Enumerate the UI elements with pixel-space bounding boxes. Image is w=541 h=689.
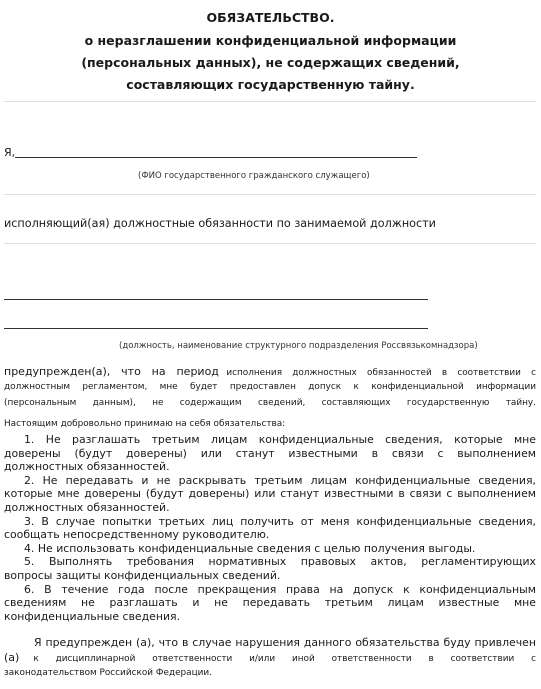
final-line-1: Я предупрежден (а), что в случае нарушения данного обязательства буду привлечен: [34, 636, 536, 649]
final-line-2-start: (а): [4, 651, 20, 664]
document-subtitle-line-3: составляющих государственную тайну.: [126, 77, 415, 92]
ya-label: Я,: [4, 146, 16, 159]
intro-line-2: должностным регламентом, мне будет предоставлен допуск к конфиденциальной информации: [4, 382, 536, 392]
section-divider: [4, 101, 536, 102]
accept-line: Настоящим добровольно принимаю на себя обязательства:: [4, 419, 286, 429]
position-fill-line-2: [4, 328, 428, 329]
document-subtitle-line-1: о неразглашении конфиденциальной информации: [84, 33, 457, 48]
document-subtitle-line-2: (персональных данных), не содержащих сведений,: [81, 55, 460, 70]
section-divider: [4, 243, 536, 244]
document-title: ОБЯЗАТЕЛЬСТВО.: [206, 10, 335, 25]
obligation-item-2: 2. Не передавать и не раскрывать третьим лицам конфиденциальные сведения, которые мне доверены (будут доверены) или станут известными в связи с выполнением должностных обязанностей.: [4, 473, 536, 514]
obligations-list: [4, 433, 536, 623]
final-line-2-end: к дисциплинарной ответственности и/или иной ответственности в соответствии с: [33, 654, 536, 664]
obligation-item-1: 1. Не разглашать третьим лицам конфиденциальные сведения, которые мне доверены (будут доверены) или станут известными в связи с выполнением должностных обязанностей.: [4, 433, 536, 474]
final-paragraph-cont: [4, 651, 536, 668]
intro-paragraph-cont: [4, 379, 536, 411]
obligation-item-5: 5. Выполнять требования нормативных правовых актов, регламентирующих вопросы защиты конфиденциальных сведений.: [4, 555, 536, 582]
intro-line-1-end: исполнения должностных обязанностей в соответствии с: [226, 368, 537, 378]
intro-line-1-start: предупрежден(а), что на период: [4, 365, 219, 378]
section-divider: [4, 194, 536, 195]
position-fill-line-1: [4, 299, 428, 300]
position-text: исполняющий(ая) должностные обязанности по занимаемой должности: [4, 217, 436, 230]
intro-line-3: (персональным данным), не содержащим сведений, составляющих государственную тайну.: [4, 398, 536, 408]
final-paragraph: [4, 636, 536, 650]
obligation-item-6: 6. В течение года после прекращения права на допуск к конфиденциальным сведениям не разглашать и не передавать третьим лицам известные мне конфиденциальные сведения.: [4, 582, 536, 623]
fio-fill-line: [15, 157, 417, 158]
fio-caption: (ФИО государственного гражданского служащего): [138, 171, 370, 181]
obligation-item-4: 4. Не использовать конфиденциальные сведения с целью получения выгоды.: [24, 541, 476, 555]
obligation-item-3: 3. В случае попытки третьих лиц получить от меня конфиденциальные сведения, сообщать непосредственному руководителю.: [4, 514, 536, 542]
final-line-3: законодательством Российской Федерации.: [4, 668, 213, 678]
position-caption: (должность, наименование структурного подразделения Россвязькомнадзора): [119, 341, 478, 351]
final-line-2: [4, 651, 536, 668]
